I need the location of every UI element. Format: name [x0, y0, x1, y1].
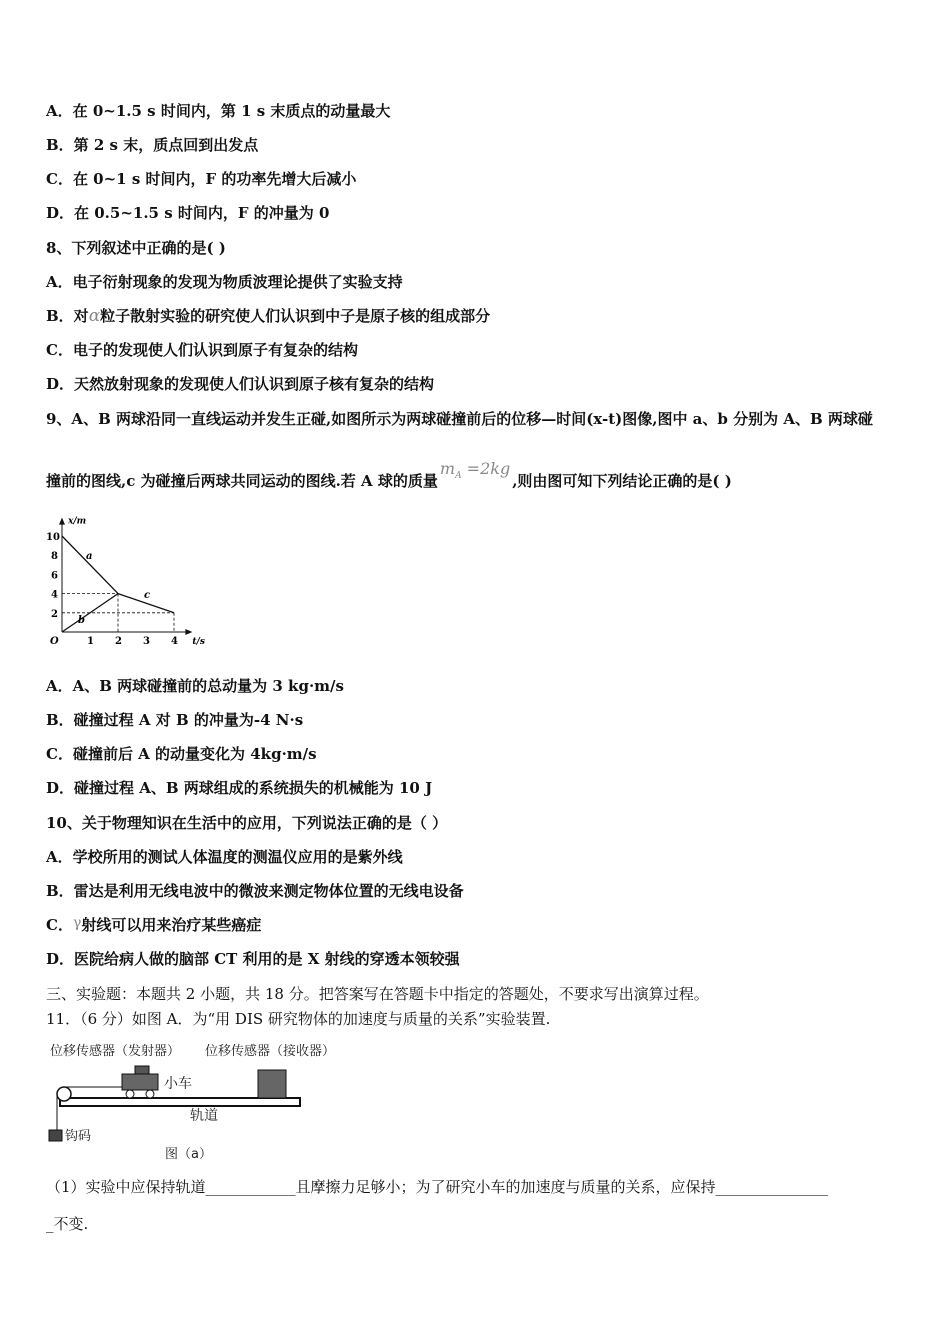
q11-part1-line2: _不变.	[46, 1215, 89, 1233]
pulley	[57, 1087, 71, 1101]
mass-subscript: A	[455, 471, 462, 482]
q11-part1-line1: （1）实验中应保持轨道____________且摩擦力足够小；为了研究小车的加速度与质量的关系，应保持_______________	[46, 1178, 829, 1196]
mass-symbol: m	[439, 459, 456, 478]
track-label: 轨道	[190, 1108, 218, 1124]
q7-option-c: C．在 0~1 s 时间内，F 的功率先增大后减小	[46, 170, 357, 188]
q9-option-a: A．A、B 两球碰撞前的总动量为 3 kg·m/s	[46, 677, 344, 695]
q8-option-b-rest: 粒子散射实验的研究使人们认识到中子是原子核的组成部分	[100, 307, 491, 325]
q10-option-b: B．雷达是利用无线电波中的微波来测定物体位置的无线电设备	[46, 882, 464, 900]
q9-option-c: C．碰撞前后 A 的动量变化为 4kg·m/s	[46, 745, 317, 763]
series-label-a: a	[86, 550, 93, 562]
q7-option-d: D．在 0.5~1.5 s 时间内，F 的冲量为 0	[46, 204, 330, 222]
q8-option-c: C．电子的发现使人们认识到原子有复杂的结构	[46, 341, 358, 359]
y-tick-6: 6	[51, 570, 58, 582]
q9-option-d: D．碰撞过程 A、B 两球组成的系统损失的机械能为 10 J	[46, 779, 433, 797]
transmitter-sensor	[135, 1066, 149, 1074]
q10-option-c	[46, 914, 261, 937]
y-tick-4: 4	[51, 589, 58, 601]
q10-option-c-rest: 射线可以用来治疗某些癌症	[81, 916, 262, 934]
series-label-b: b	[78, 614, 85, 626]
cart	[122, 1074, 158, 1090]
y-tick-8: 8	[51, 551, 58, 563]
figure-caption: 图（a）	[165, 1147, 212, 1162]
mass-value: =2kg	[466, 459, 511, 478]
x-tick-1: 1	[87, 636, 94, 647]
section-3-heading: 三、实验题：本题共 2 小题，共 18 分。把答案写在答题卡中指定的答题处，不要求写出演算过程。	[46, 985, 709, 1003]
x-tick-4: 4	[171, 636, 178, 647]
q10-option-a: A．学校所用的测试人体温度的测温仪应用的是紫外线	[46, 848, 403, 866]
track	[60, 1098, 300, 1106]
gamma-symbol: γ	[72, 915, 82, 931]
q8-option-a: A．电子衍射现象的发现为物质波理论提供了实验支持	[46, 273, 403, 291]
x-tick-2: 2	[115, 636, 122, 647]
series-label-c: c	[144, 590, 151, 602]
y-axis-label: x/m	[68, 516, 87, 527]
q8-option-b	[46, 305, 490, 327]
q9-stem-line2b: ,则由图可知下列结论正确的是( )	[512, 472, 732, 490]
y-tick-2: 2	[51, 608, 58, 620]
apparatus-diagram	[40, 1038, 360, 1168]
sensor-transmitter-label: 位移传感器（发射器）	[50, 1044, 181, 1059]
sensor-receiver-label: 位移传感器（接收器）	[205, 1044, 336, 1059]
q8-option-b-prefix: B．对	[46, 307, 89, 325]
q7-option-b: B．第 2 s 末，质点回到出发点	[46, 136, 259, 154]
q9-option-b: B．碰撞过程 A 对 B 的冲量为-4 N·s	[46, 711, 304, 729]
q10-option-c-prefix: C．	[46, 916, 73, 934]
y-axis-arrow	[59, 518, 65, 525]
alpha-symbol: α	[88, 306, 101, 326]
q10-option-d: D．医院给病人做的脑部 CT 利用的是 X 射线的穿透本领较强	[46, 950, 460, 968]
x-axis-arrow	[185, 629, 192, 635]
hook-weight	[49, 1130, 62, 1141]
series-line-a	[62, 536, 118, 594]
q10-stem: 10、关于物理知识在生活中的应用，下列说法正确的是（ ）	[46, 814, 448, 832]
origin-label: O	[50, 636, 59, 647]
xt-graph	[38, 510, 218, 650]
cart-label: 小车	[164, 1076, 192, 1092]
q9-stem-line2a: 撞前的图线,c 为碰撞后两球共同运动的图线.若 A 球的质量	[46, 472, 438, 490]
receiver-sensor	[258, 1070, 286, 1098]
q7-option-a: A．在 0~1.5 s 时间内，第 1 s 末质点的动量最大	[46, 102, 391, 120]
weight-label: 钩码	[65, 1129, 92, 1144]
cart-wheel-left	[126, 1090, 134, 1098]
q8-option-d: D．天然放射现象的发现使人们认识到原子核有复杂的结构	[46, 375, 435, 393]
q9-stem-line1: 9、A、B 两球沿同一直线运动并发生正碰,如图所示为两球碰撞前后的位移—时间(x-t)图像,图中 a、b 分别为 A、B 两球碰	[46, 410, 873, 428]
q11-stem: 11．（6 分）如图 A．为“用 DIS 研究物体的加速度与质量的关系”实验装置.	[46, 1010, 551, 1028]
x-tick-3: 3	[143, 636, 150, 647]
cart-wheel-right	[146, 1090, 154, 1098]
y-tick-10: 10	[46, 532, 60, 543]
x-axis-label: t/s	[192, 637, 205, 647]
q9-stem-line2	[46, 459, 732, 499]
q8-stem: 8、下列叙述中正确的是( )	[46, 239, 226, 257]
mass-formula	[438, 459, 512, 482]
